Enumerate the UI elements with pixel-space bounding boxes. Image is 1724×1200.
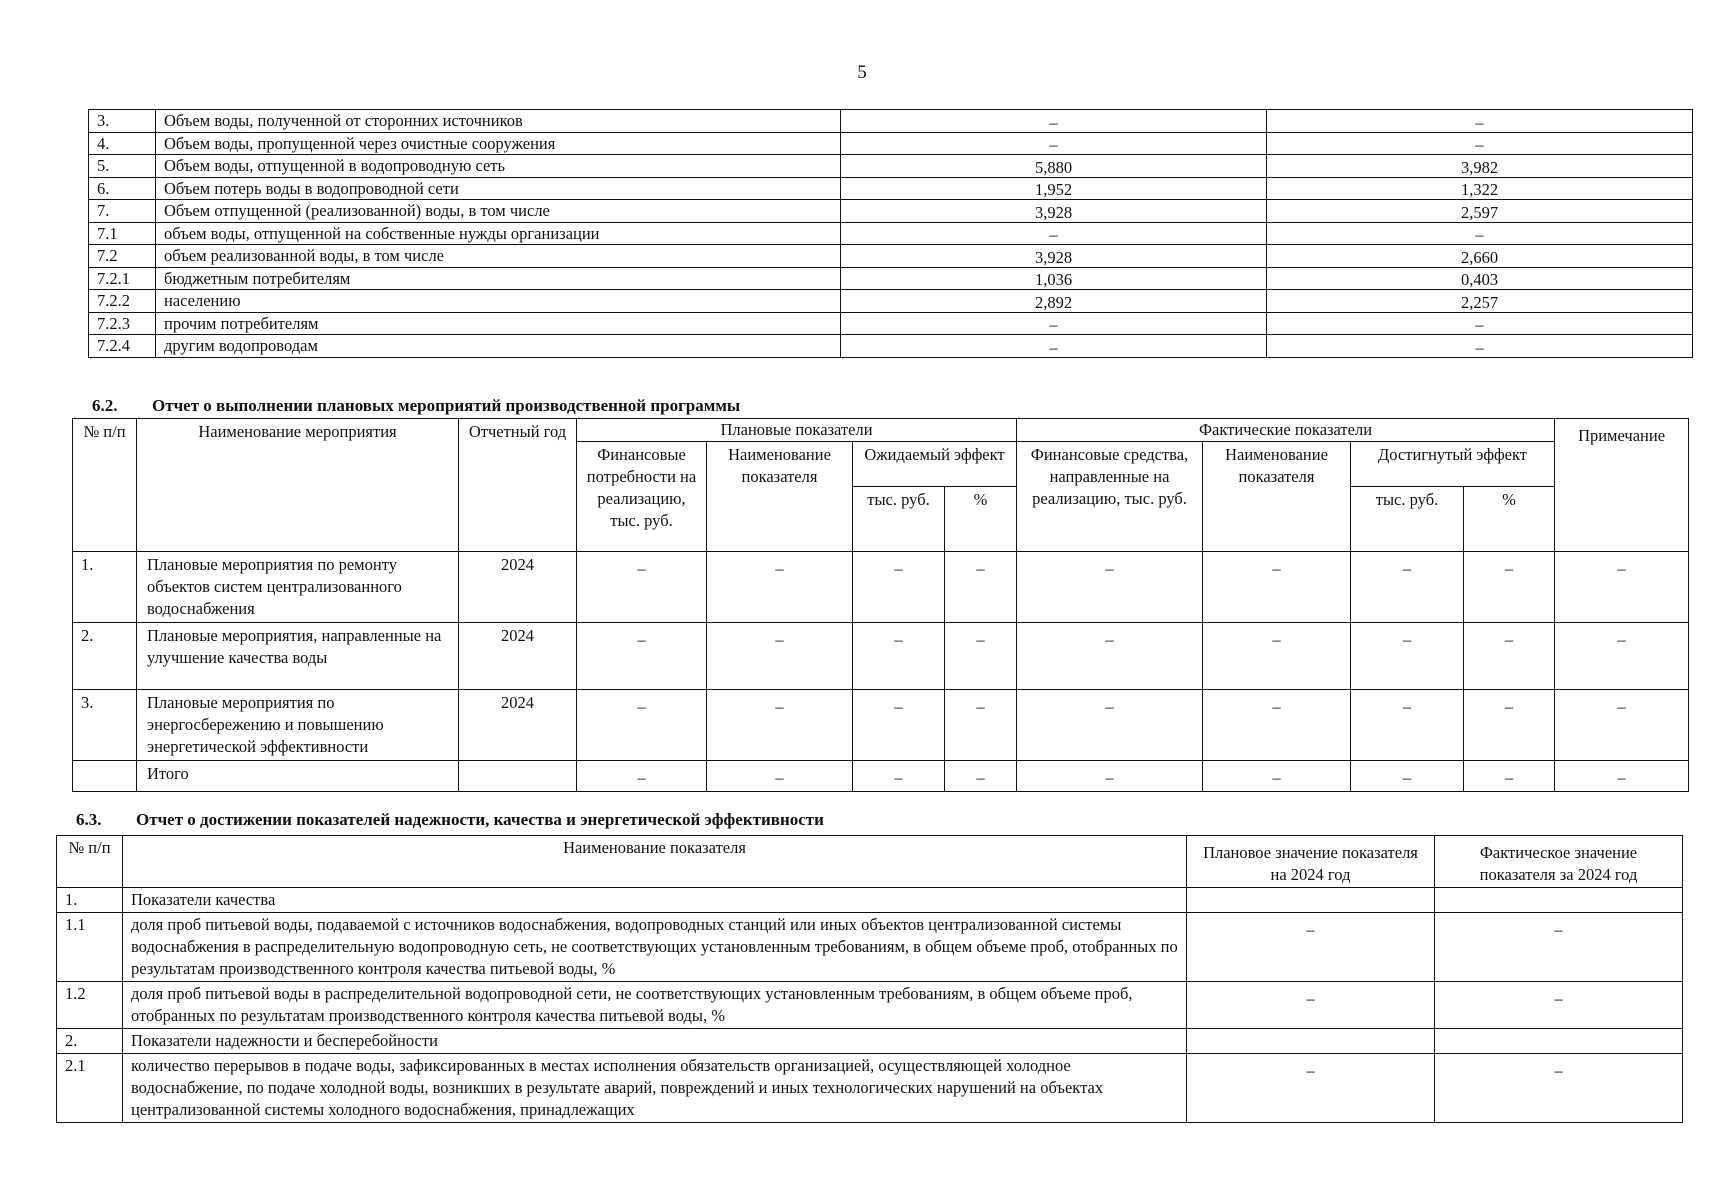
table-row bbox=[89, 177, 1693, 200]
row-name: объем воды, отпущенной на собственные нужды организации bbox=[156, 222, 841, 245]
row-dash: – bbox=[1555, 761, 1689, 792]
row-value-plan: – bbox=[841, 110, 1267, 133]
row-number: 4. bbox=[89, 132, 156, 155]
row-dash: – bbox=[1555, 623, 1689, 690]
row-dash: – bbox=[1464, 552, 1555, 623]
header-name: Наименование показателя bbox=[123, 836, 1187, 888]
row-name: бюджетным потребителям bbox=[156, 267, 841, 290]
table-row bbox=[89, 155, 1693, 178]
row-number: 1. bbox=[57, 888, 123, 913]
row-number: 7.1 bbox=[89, 222, 156, 245]
row-value-plan: 5,880 bbox=[841, 155, 1267, 178]
row-number: 7.2.4 bbox=[89, 335, 156, 358]
row-dash: – bbox=[1464, 690, 1555, 761]
row-dash: – bbox=[945, 761, 1017, 792]
row-value-plan: – bbox=[841, 222, 1267, 245]
row-name: доля проб питьевой воды, подаваемой с источников водоснабжения, водопроводных станций или иных объектов централизованной системы водоснабжения в распределительную водопроводную сеть, не соответствующих установленным требованиям, в общем объеме проб, отобранных по результатам производственного контроля качества питьевой воды, % bbox=[123, 913, 1187, 982]
row-plan: – bbox=[1187, 913, 1435, 982]
row-dash: – bbox=[707, 552, 853, 623]
table-row bbox=[89, 200, 1693, 223]
water-balance-table bbox=[88, 109, 1693, 358]
row-number: 3. bbox=[73, 690, 137, 761]
row-dash: – bbox=[1555, 690, 1689, 761]
table-row bbox=[89, 110, 1693, 133]
table-row bbox=[89, 290, 1693, 313]
row-year: 2024 bbox=[459, 690, 577, 761]
row-dash: – bbox=[853, 623, 945, 690]
table-row bbox=[89, 312, 1693, 335]
header-planned: Плановые показатели bbox=[577, 419, 1017, 442]
row-dash: – bbox=[945, 552, 1017, 623]
row-value-plan: 3,928 bbox=[841, 200, 1267, 223]
header-plan-ind: Наименование показателя bbox=[707, 442, 853, 552]
row-fact: – bbox=[1435, 913, 1683, 982]
table-row bbox=[73, 623, 1689, 690]
table-row bbox=[57, 982, 1683, 1029]
row-number: 3. bbox=[89, 110, 156, 133]
table-row bbox=[73, 690, 1689, 761]
row-year: 2024 bbox=[459, 623, 577, 690]
row-dash: – bbox=[577, 552, 707, 623]
table-row bbox=[89, 267, 1693, 290]
row-dash: – bbox=[577, 623, 707, 690]
table-row bbox=[89, 245, 1693, 268]
row-year bbox=[459, 761, 577, 792]
row-dash: – bbox=[853, 552, 945, 623]
row-name: прочим потребителям bbox=[156, 312, 841, 335]
row-number: 2. bbox=[73, 623, 137, 690]
measures-report-table bbox=[72, 418, 1689, 792]
row-dash: – bbox=[1017, 552, 1203, 623]
table-row bbox=[57, 1054, 1683, 1123]
row-fact bbox=[1435, 888, 1683, 913]
table-row bbox=[73, 761, 1689, 792]
table-row bbox=[73, 552, 1689, 623]
row-dash: – bbox=[853, 690, 945, 761]
row-value-fact: – bbox=[1267, 312, 1693, 335]
row-dash: – bbox=[1464, 623, 1555, 690]
row-plan bbox=[1187, 1029, 1435, 1054]
row-number: 7. bbox=[89, 200, 156, 223]
header-act-effect: Достигнутый эффект bbox=[1351, 442, 1555, 487]
header-act-rub: тыс. руб. bbox=[1351, 487, 1464, 552]
row-value-fact: – bbox=[1267, 222, 1693, 245]
row-name: Итого bbox=[137, 761, 459, 792]
header-plan: Плановое значение показателя на 2024 год bbox=[1187, 836, 1435, 888]
table-row bbox=[89, 335, 1693, 358]
header-act-pct: % bbox=[1464, 487, 1555, 552]
row-name: Показатели надежности и бесперебойности bbox=[123, 1029, 1187, 1054]
row-number: 6. bbox=[89, 177, 156, 200]
row-number bbox=[73, 761, 137, 792]
row-dash: – bbox=[1351, 552, 1464, 623]
section-6-2-title: 6.2. Отчет о выполнении плановых мероприятий производственной программы bbox=[92, 396, 741, 415]
row-dash: – bbox=[577, 761, 707, 792]
row-name: Плановые мероприятия по энергосбережению и повышению энергетической эффективности bbox=[137, 690, 459, 761]
row-name: населению bbox=[156, 290, 841, 313]
row-dash: – bbox=[1555, 552, 1689, 623]
row-dash: – bbox=[1017, 623, 1203, 690]
header-plan-fin: Финансовые потребности на реализацию, тыс. руб. bbox=[577, 442, 707, 552]
row-value-fact: – bbox=[1267, 132, 1693, 155]
row-dash: – bbox=[1017, 690, 1203, 761]
row-number: 2.1 bbox=[57, 1054, 123, 1123]
header-plan-rub: тыс. руб. bbox=[853, 487, 945, 552]
row-value-fact: 0,403 bbox=[1267, 267, 1693, 290]
row-dash: – bbox=[1203, 690, 1351, 761]
header-act-fin: Финансовые средства, направленные на реализацию, тыс. руб. bbox=[1017, 442, 1203, 552]
row-fact: – bbox=[1435, 1054, 1683, 1123]
row-number: 1.2 bbox=[57, 982, 123, 1029]
table-row bbox=[89, 222, 1693, 245]
header-num: № п/п bbox=[73, 419, 137, 552]
row-value-plan: 1,952 bbox=[841, 177, 1267, 200]
row-name: другим водопроводам bbox=[156, 335, 841, 358]
table-row bbox=[89, 132, 1693, 155]
row-dash: – bbox=[707, 690, 853, 761]
row-name: Объем воды, пропущенной через очистные сооружения bbox=[156, 132, 841, 155]
row-number: 7.2.2 bbox=[89, 290, 156, 313]
header-plan-effect: Ожидаемый эффект bbox=[853, 442, 1017, 487]
table-row bbox=[57, 888, 1683, 913]
header-act-ind: Наименование показателя bbox=[1203, 442, 1351, 552]
header-actual: Фактические показатели bbox=[1017, 419, 1555, 442]
row-value-plan: 3,928 bbox=[841, 245, 1267, 268]
row-dash: – bbox=[707, 623, 853, 690]
row-value-plan: 2,892 bbox=[841, 290, 1267, 313]
row-dash: – bbox=[577, 690, 707, 761]
row-value-fact: 3,982 bbox=[1267, 155, 1693, 178]
row-dash: – bbox=[945, 623, 1017, 690]
row-value-plan: – bbox=[841, 132, 1267, 155]
section-6-3-title: 6.3. Отчет о достижении показателей надежности, качества и энергетической эффективности bbox=[76, 810, 824, 829]
row-dash: – bbox=[1351, 690, 1464, 761]
table-row bbox=[57, 1029, 1683, 1054]
row-dash: – bbox=[1203, 552, 1351, 623]
row-dash: – bbox=[707, 761, 853, 792]
row-dash: – bbox=[945, 690, 1017, 761]
header-plan-pct: % bbox=[945, 487, 1017, 552]
row-name: Объем воды, полученной от сторонних источников bbox=[156, 110, 841, 133]
header-num: № п/п bbox=[57, 836, 123, 888]
page-number: 5 bbox=[857, 62, 867, 83]
row-value-fact: 1,322 bbox=[1267, 177, 1693, 200]
table-row bbox=[57, 913, 1683, 982]
row-number: 7.2.1 bbox=[89, 267, 156, 290]
row-plan: – bbox=[1187, 1054, 1435, 1123]
row-value-fact: 2,660 bbox=[1267, 245, 1693, 268]
row-number: 1. bbox=[73, 552, 137, 623]
row-dash: – bbox=[1351, 761, 1464, 792]
row-value-plan: 1,036 bbox=[841, 267, 1267, 290]
row-dash: – bbox=[1464, 761, 1555, 792]
header-year: Отчетный год bbox=[459, 419, 577, 552]
row-dash: – bbox=[1203, 623, 1351, 690]
row-name: доля проб питьевой воды в распределительной водопроводной сети, не соответствующих установленным требованиям, в общем объеме проб, отобранных по результатам производственного контроля качества питьевой воды, % bbox=[123, 982, 1187, 1029]
row-name: Объем отпущенной (реализованной) воды, в том числе bbox=[156, 200, 841, 223]
row-number: 5. bbox=[89, 155, 156, 178]
row-number: 1.1 bbox=[57, 913, 123, 982]
row-year: 2024 bbox=[459, 552, 577, 623]
row-value-fact: 2,257 bbox=[1267, 290, 1693, 313]
row-plan: – bbox=[1187, 982, 1435, 1029]
row-value-fact: – bbox=[1267, 110, 1693, 133]
row-fact bbox=[1435, 1029, 1683, 1054]
row-name: объем реализованной воды, в том числе bbox=[156, 245, 841, 268]
header-fact: Фактическое значение показателя за 2024 год bbox=[1435, 836, 1683, 888]
row-value-plan: – bbox=[841, 335, 1267, 358]
row-name: Объем воды, отпущенной в водопроводную сеть bbox=[156, 155, 841, 178]
row-fact: – bbox=[1435, 982, 1683, 1029]
row-value-plan: – bbox=[841, 312, 1267, 335]
row-name: Объем потерь воды в водопроводной сети bbox=[156, 177, 841, 200]
row-number: 7.2.3 bbox=[89, 312, 156, 335]
row-dash: – bbox=[853, 761, 945, 792]
row-number: 2. bbox=[57, 1029, 123, 1054]
row-value-fact: 2,597 bbox=[1267, 200, 1693, 223]
row-dash: – bbox=[1203, 761, 1351, 792]
row-dash: – bbox=[1351, 623, 1464, 690]
header-name: Наименование мероприятия bbox=[137, 419, 459, 552]
row-plan bbox=[1187, 888, 1435, 913]
row-name: Показатели качества bbox=[123, 888, 1187, 913]
row-value-fact: – bbox=[1267, 335, 1693, 358]
row-name: Плановые мероприятия по ремонту объектов систем централизованного водоснабжения bbox=[137, 552, 459, 623]
indicators-table bbox=[56, 835, 1683, 1123]
row-name: Плановые мероприятия, направленные на улучшение качества воды bbox=[137, 623, 459, 690]
row-name: количество перерывов в подаче воды, зафиксированных в местах исполнения обязательств организацией, осуществляющей холодное водоснабжение, по подаче холодной воды, возникших в результате аварий, повреждений и иных технологических нарушений на объектах централизованной системы холодного водоснабжения, принадлежащих bbox=[123, 1054, 1187, 1123]
header-note: Примечание bbox=[1555, 419, 1689, 552]
row-number: 7.2 bbox=[89, 245, 156, 268]
row-dash: – bbox=[1017, 761, 1203, 792]
